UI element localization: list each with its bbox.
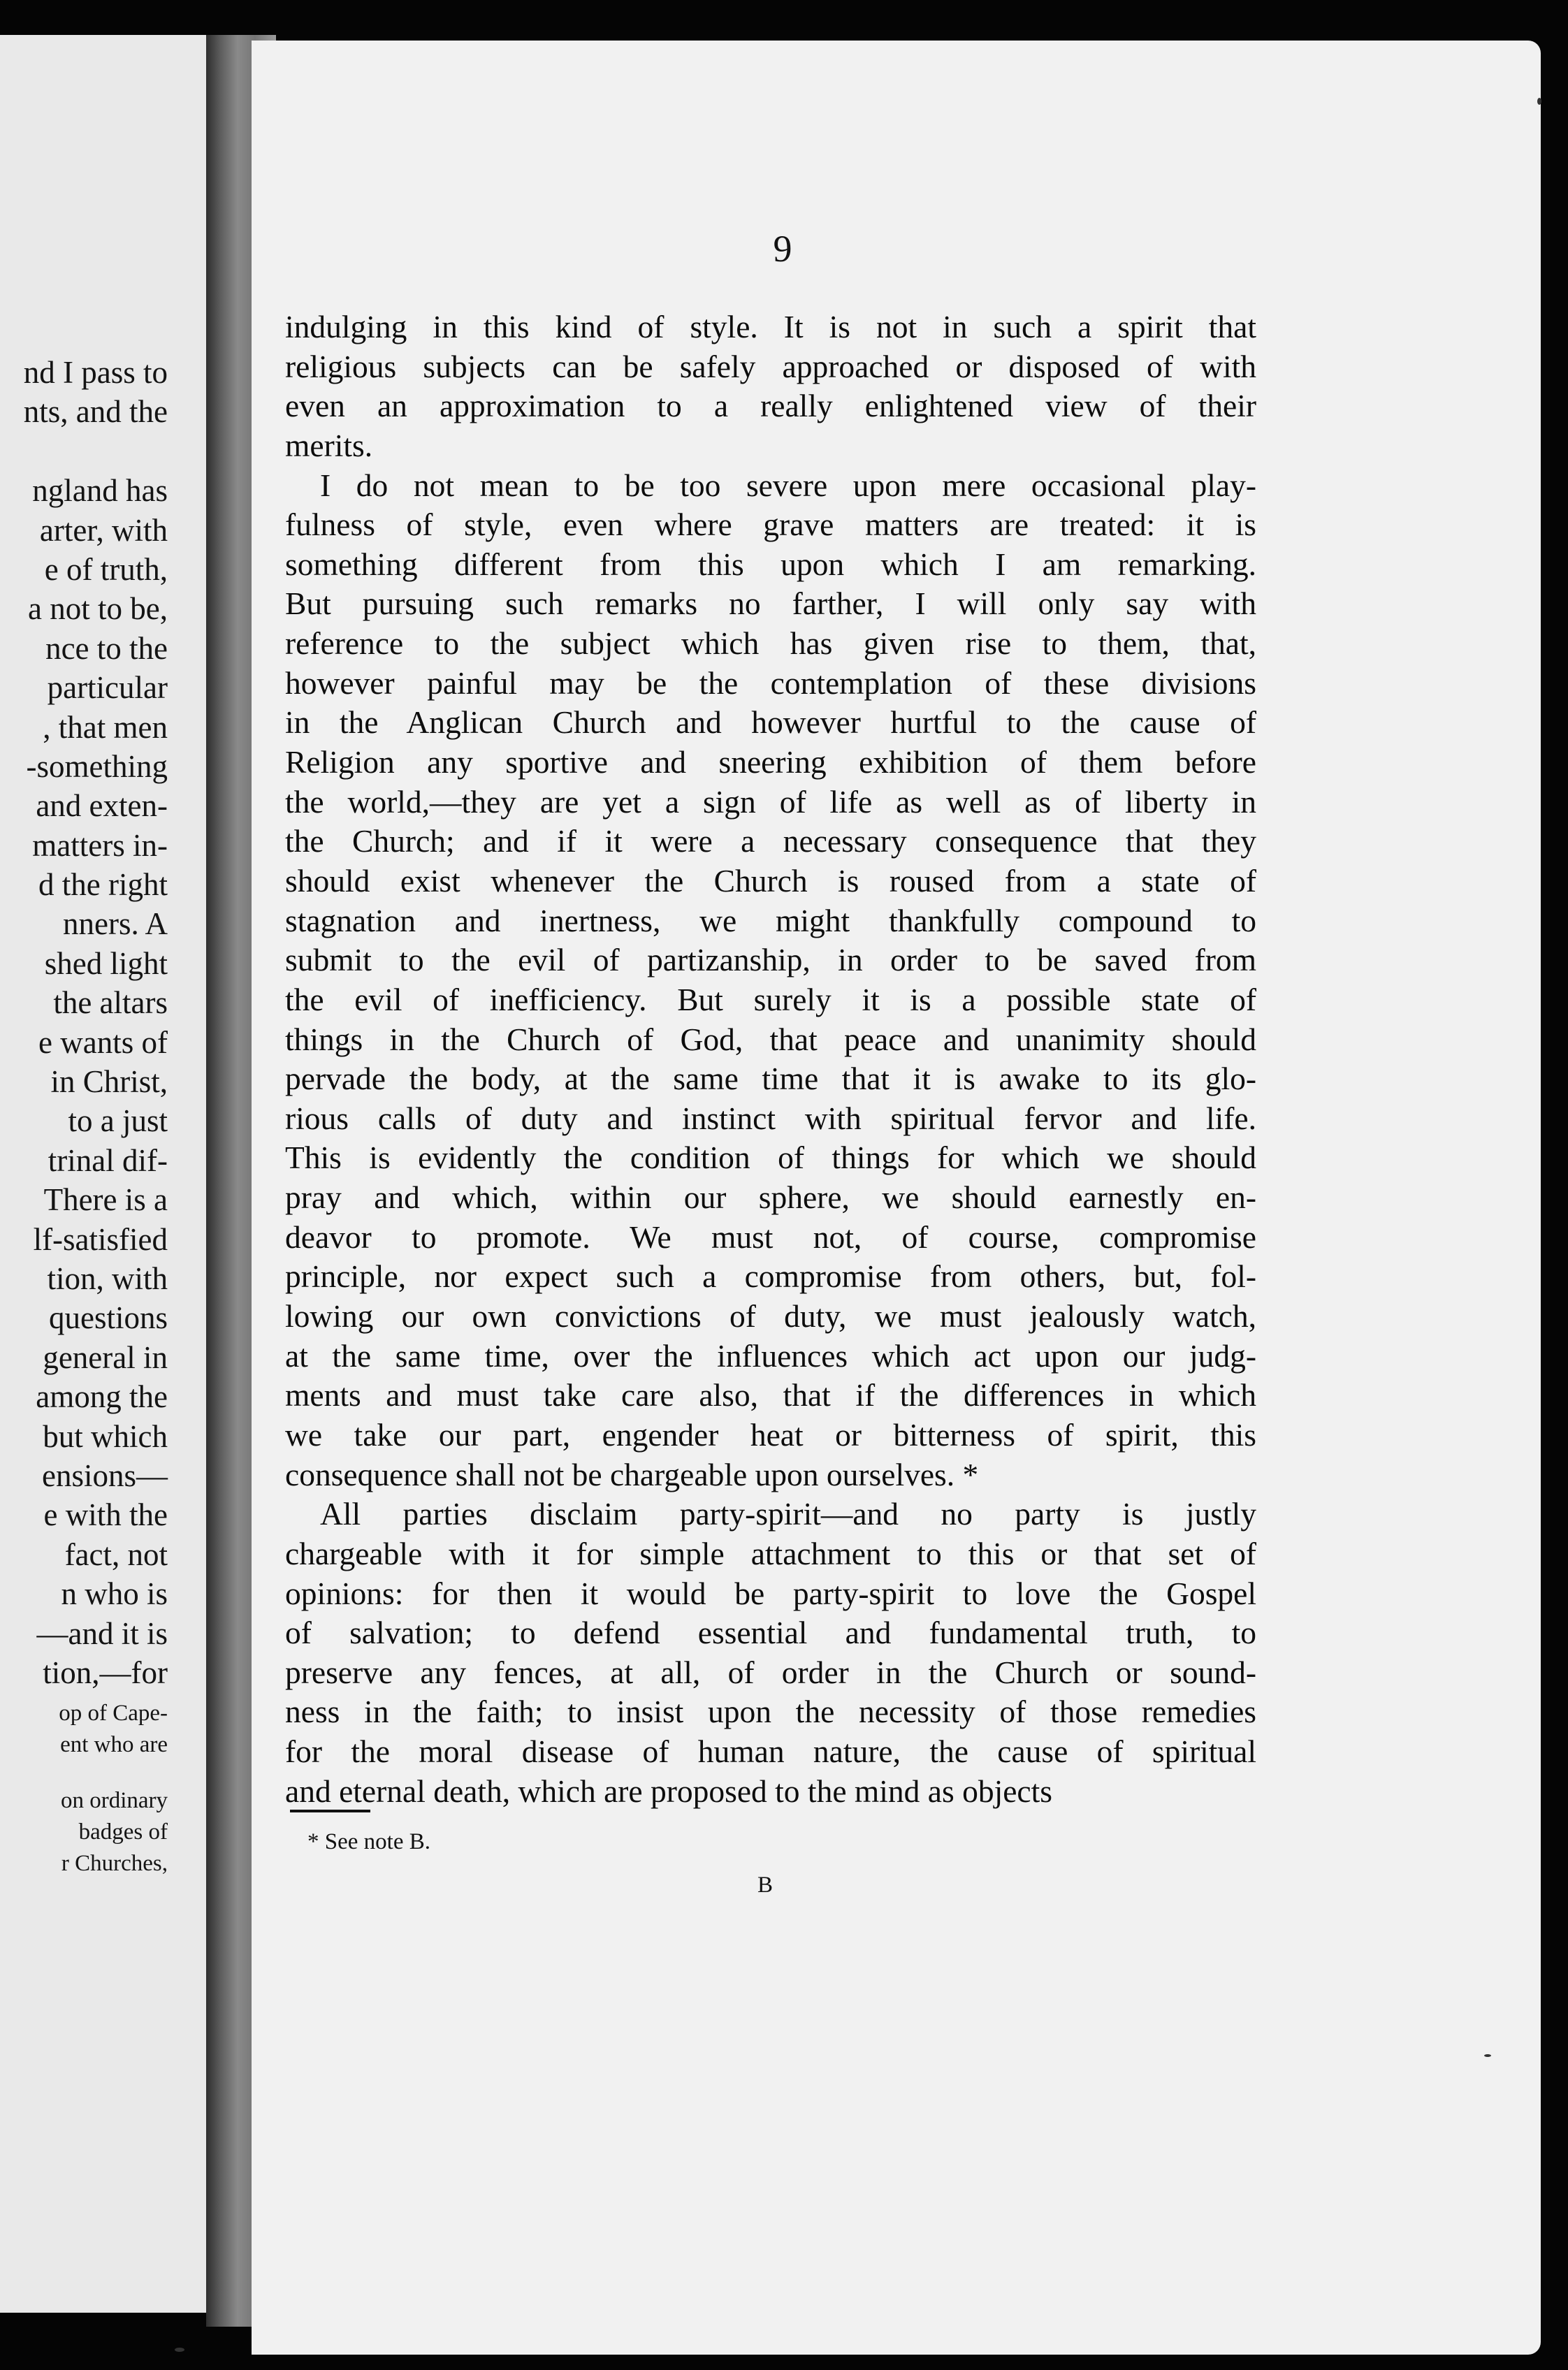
facing-page-line: ensions—	[42, 1457, 168, 1493]
speck	[1484, 2054, 1491, 2057]
facing-page-line: to a just	[68, 1103, 168, 1139]
text-line: should exist whenever the Church is roused from a state of	[285, 862, 1256, 899]
text-line: submit to the evil of partizanship, in order to be saved from	[285, 942, 1256, 978]
text-line: consequence shall not be chargeable upon ourselves. *	[285, 1456, 979, 1492]
facing-page-line: arter, with	[39, 512, 168, 548]
facing-page-line: -something	[26, 748, 168, 784]
facing-page-edge	[0, 35, 206, 2313]
speck	[175, 2348, 184, 2352]
facing-page-line: questions	[48, 1300, 168, 1336]
body-text	[285, 307, 1256, 1811]
facing-page-text	[0, 353, 168, 1692]
facing-page-line: nce to the	[45, 630, 168, 666]
facing-page-line: matters in-	[32, 827, 168, 863]
facing-page-footnote-line: on ordinary	[60, 1788, 168, 1813]
text-line: the world,—they are yet a sign of life as well as of liberty in	[285, 783, 1256, 820]
text-line: stagnation and inertness, we might thankfully compound to	[285, 902, 1256, 938]
footnote-rule	[290, 1810, 370, 1812]
facing-page-line: general in	[43, 1339, 168, 1375]
facing-page-line: and exten-	[36, 788, 168, 824]
facing-page-line	[0, 432, 168, 471]
facing-page-line: —and it is	[36, 1615, 168, 1651]
text-line: even an approximation to a really enlightened view of their	[285, 388, 1256, 424]
facing-page-footnote-line: ent who are	[60, 1732, 168, 1757]
text-line: at the same time, over the influences which act upon our judg-	[285, 1337, 1256, 1374]
facing-page-line: n who is	[61, 1576, 168, 1612]
speck	[1537, 98, 1541, 105]
text-line: things in the Church of God, that peace and unanimity should	[285, 1021, 1256, 1057]
facing-page-line: nts, and the	[23, 394, 168, 430]
facing-page-line: e wants of	[38, 1024, 168, 1060]
text-line: ness in the faith; to insist upon the necessity of those remedies	[285, 1694, 1256, 1730]
facing-page-line: but which	[43, 1418, 168, 1454]
facing-page-line: in Christ,	[50, 1064, 168, 1100]
text-line: opinions: for then it would be party-spirit to love the Gospel	[285, 1575, 1256, 1611]
facing-page-line: trinal dif-	[48, 1142, 168, 1178]
text-line: This is evidently the condition of things for which we should	[285, 1140, 1256, 1176]
facing-page-line: the altars	[53, 985, 168, 1021]
facing-page-line: particular	[47, 670, 168, 706]
text-line: fulness of style, even where grave matters are treated: it is	[285, 507, 1256, 543]
facing-page-line: ngland has	[32, 473, 168, 509]
text-line: I do not mean to be too severe upon mere occasional play-	[320, 467, 1256, 503]
text-line: of salvation; to defend essential and fundamental truth, to	[285, 1615, 1256, 1651]
text-line: preserve any fences, at all, of order in the Church or sound-	[285, 1654, 1256, 1690]
signature-mark: B	[757, 1873, 773, 1898]
text-line: in the Anglican Church and however hurtful to the cause of	[285, 704, 1256, 741]
facing-page-line: e with the	[43, 1497, 168, 1533]
facing-page-line: lf-satisfied	[33, 1221, 168, 1257]
text-line: something different from this upon which I am remarking.	[285, 546, 1256, 582]
text-line: the evil of inefficiency. But surely it is a possible state of	[285, 981, 1256, 1017]
facing-page-line: tion,—for	[43, 1655, 168, 1690]
text-line: pervade the body, at the same time that it is awake to its glo-	[285, 1061, 1256, 1097]
text-line: pray and which, within our sphere, we should earnestly en-	[285, 1179, 1256, 1216]
facing-page-line: e of truth,	[44, 551, 168, 587]
facing-page-line: fact, not	[64, 1536, 168, 1572]
facing-page-line: tion, with	[47, 1260, 168, 1296]
facing-page-line: There is a	[43, 1182, 168, 1218]
facing-page-line: shed light	[44, 945, 168, 981]
text-line: the Church; and if it were a necessary consequence that they	[285, 823, 1256, 859]
text-line: lowing our own convictions of duty, we must jealously watch,	[285, 1298, 1256, 1335]
text-line: merits.	[285, 427, 373, 463]
facing-page-line: nners. A	[63, 906, 168, 942]
text-line: ments and must take care also, that if the differences in which	[285, 1377, 1256, 1413]
facing-page-line: , that men	[43, 709, 168, 745]
facing-page-line: nd I pass to	[23, 355, 168, 390]
facing-page-footnote-line: badges of	[78, 1819, 168, 1845]
text-line: principle, nor expect such a compromise from others, but, fol-	[285, 1258, 1256, 1295]
facing-page-line: among the	[36, 1379, 168, 1415]
facing-page-footnote-line: r Churches,	[61, 1851, 168, 1876]
text-line: however painful may be the contemplation of these divisions	[285, 664, 1256, 701]
text-line: for the moral disease of human nature, the cause of spiritual	[285, 1733, 1256, 1770]
text-line: religious subjects can be safely approached or disposed of with	[285, 348, 1256, 384]
facing-page-line: a not to be,	[28, 591, 168, 627]
facing-page-footnote-line	[0, 1761, 168, 1785]
text-line: deavor to promote. We must not, of course, compromise	[285, 1219, 1256, 1255]
text-line: rious calls of duty and instinct with spiritual fervor and life.	[285, 1100, 1256, 1136]
facing-page-footnote-line: op of Cape-	[59, 1701, 168, 1726]
footnote: * See note B.	[307, 1829, 430, 1854]
text-line: All parties disclaim party-spirit—and no party is justly	[320, 1496, 1256, 1532]
text-line: But pursuing such remarks no farther, I will only say with	[285, 586, 1256, 622]
text-line: Religion any sportive and sneering exhibition of them before	[285, 744, 1256, 780]
text-line: reference to the subject which has given rise to them, that,	[285, 625, 1256, 662]
facing-page-footnotes	[0, 1698, 168, 1880]
facing-page-line: d the right	[38, 867, 168, 903]
text-line: chargeable with it for simple attachment to this or that set of	[285, 1535, 1256, 1571]
page-number: 9	[773, 228, 792, 270]
text-line: indulging in this kind of style. It is not in such a spirit that	[285, 309, 1256, 344]
text-line: we take our part, engender heat or bitterness of spirit, this	[285, 1416, 1256, 1453]
text-line: and eternal death, which are proposed to the mind as objects	[285, 1773, 1052, 1809]
